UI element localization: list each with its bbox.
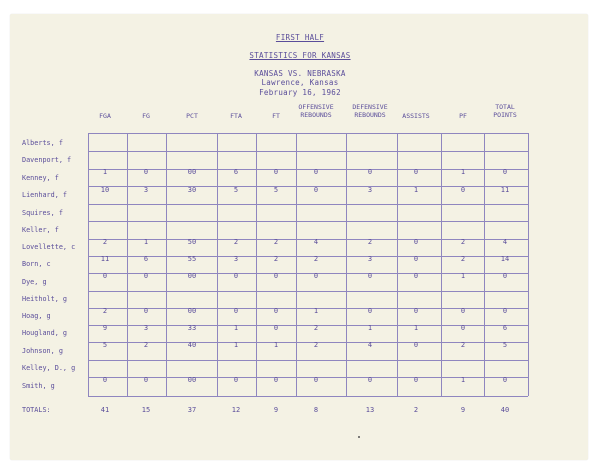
stat-cell: 1: [367, 324, 373, 332]
stat-cell: 5: [502, 341, 508, 349]
grid-vline: [441, 133, 442, 396]
stat-cell: 0: [313, 186, 319, 194]
stat-cell: 0: [413, 238, 419, 246]
player-name: Kelley, D., g: [22, 364, 76, 372]
stat-cell: 0: [233, 376, 239, 384]
grid-vline: [217, 133, 218, 396]
header-matchup: KANSAS VS. NEBRASKA: [254, 69, 346, 78]
stat-cell: 00: [187, 272, 197, 280]
stat-cell: 0: [460, 307, 466, 315]
stat-cell: 2: [143, 341, 149, 349]
stat-cell: 1: [143, 238, 149, 246]
player-name: Born, c: [22, 260, 51, 268]
column-header-9: TOTAL POINTS: [493, 103, 517, 119]
totals-cell: 41: [100, 406, 110, 414]
stat-cell: 1: [413, 186, 419, 194]
stat-cell: 2: [313, 324, 319, 332]
header-date: February 16, 1962: [259, 88, 341, 97]
stat-cell: 10: [100, 186, 110, 194]
stat-cell: 4: [313, 238, 319, 246]
stat-cell: 1: [413, 324, 419, 332]
grid-hline: [88, 396, 528, 397]
player-name: Johnson, g: [22, 347, 63, 355]
header-location: Lawrence, Kansas: [261, 78, 339, 87]
stat-cell: 6: [233, 168, 239, 176]
header-statistics-prefix: STATISTICS FOR: [249, 51, 322, 60]
stat-cell: 0: [102, 272, 108, 280]
stat-cell: 1: [460, 376, 466, 384]
stat-cell: 2: [460, 341, 466, 349]
stat-cell: 5: [233, 186, 239, 194]
stat-cell: 50: [187, 238, 197, 246]
stat-cell: 1: [273, 341, 279, 349]
stat-cell: 0: [367, 307, 373, 315]
stat-cell: 2: [102, 238, 108, 246]
stat-cell: 2: [460, 255, 466, 263]
totals-cell: 37: [187, 406, 197, 414]
stat-cell: 6: [502, 324, 508, 332]
stat-cell: 00: [187, 376, 197, 384]
player-name: Lienhard, f: [22, 191, 68, 199]
stat-cell: 0: [313, 272, 319, 280]
stat-cell: 2: [273, 255, 279, 263]
stat-cell: 1: [313, 307, 319, 315]
stat-cell: 5: [102, 341, 108, 349]
grid-hline: [88, 133, 528, 134]
stat-cell: 11: [100, 255, 110, 263]
grid-hline: [88, 291, 528, 292]
stat-cell: 0: [233, 307, 239, 315]
stat-cell: 1: [102, 168, 108, 176]
stat-cell: 0: [273, 272, 279, 280]
stat-cell: 3: [143, 186, 149, 194]
stat-cell: 0: [143, 376, 149, 384]
stat-cell: 00: [187, 168, 197, 176]
stat-cell: 0: [143, 307, 149, 315]
player-name: Lovellette, c: [22, 243, 76, 251]
stat-cell: 0: [143, 168, 149, 176]
stat-cell: 0: [502, 272, 508, 280]
stat-cell: 14: [500, 255, 510, 263]
player-name: Keller, f: [22, 226, 59, 234]
stat-cell: 0: [313, 168, 319, 176]
stat-cell: 6: [143, 255, 149, 263]
grid-hline: [88, 360, 528, 361]
grid-vline: [346, 133, 347, 396]
grid-hline: [88, 151, 528, 152]
stat-cell: 0: [273, 376, 279, 384]
stat-cell: 2: [273, 238, 279, 246]
stat-cell: 0: [367, 376, 373, 384]
player-name: Heitholt, g: [22, 295, 68, 303]
column-header-3: FTA: [230, 112, 242, 120]
column-header-2: PCT: [186, 112, 198, 120]
player-name: Alberts, f: [22, 139, 63, 147]
stat-cell: 2: [233, 238, 239, 246]
grid-hline: [88, 221, 528, 222]
stat-cell: 1: [460, 272, 466, 280]
grid-vline: [296, 133, 297, 396]
column-header-7: ASSISTS: [402, 112, 430, 120]
stray-ink-dot: [358, 436, 360, 438]
stat-cell: 4: [502, 238, 508, 246]
stat-cell: 3: [367, 186, 373, 194]
stat-cell: 55: [187, 255, 197, 263]
totals-cell: 12: [231, 406, 241, 414]
stat-cell: 0: [273, 307, 279, 315]
stat-cell: 2: [367, 238, 373, 246]
totals-cell: 9: [273, 406, 279, 414]
grid-vline: [166, 133, 167, 396]
grid-vline: [88, 133, 89, 396]
column-header-5: OFFENSIVE REBOUNDS: [298, 103, 334, 119]
stat-cell: 1: [460, 168, 466, 176]
stat-cell: 0: [273, 324, 279, 332]
stat-cell: 3: [367, 255, 373, 263]
player-name: Davenport, f: [22, 156, 72, 164]
stat-cell: 2: [102, 307, 108, 315]
header-first-half: FIRST HALF: [275, 33, 325, 42]
stat-cell: 0: [143, 272, 149, 280]
stat-cell: 0: [413, 341, 419, 349]
stat-cell: 0: [502, 376, 508, 384]
grid-hline: [88, 204, 528, 205]
column-header-0: FGA: [99, 112, 111, 120]
stat-cell: 2: [460, 238, 466, 246]
stat-cell: 0: [502, 307, 508, 315]
stat-cell: 40: [187, 341, 197, 349]
player-name: Kenney, f: [22, 174, 59, 182]
grid-vline: [528, 133, 529, 396]
stat-cell: 1: [233, 324, 239, 332]
grid-vline: [127, 133, 128, 396]
stat-cell: 0: [460, 324, 466, 332]
stat-cell: 0: [413, 307, 419, 315]
stat-cell: 0: [413, 255, 419, 263]
stat-cell: 0: [460, 186, 466, 194]
header-statistics-for: [0, 51, 600, 60]
stat-cell: 1: [233, 341, 239, 349]
totals-label: TOTALS:: [22, 406, 51, 414]
player-name: Dye, g: [22, 278, 47, 286]
stat-cell: 11: [500, 186, 510, 194]
stat-cell: 3: [143, 324, 149, 332]
stat-cell: 33: [187, 324, 197, 332]
grid-vline: [484, 133, 485, 396]
header-team-name: KANSAS: [321, 51, 351, 60]
stat-cell: 2: [313, 255, 319, 263]
stat-cell: 0: [502, 168, 508, 176]
totals-cell: 40: [500, 406, 510, 414]
player-name: Hoag, g: [22, 312, 51, 320]
column-header-6: DEFENSIVE REBOUNDS: [352, 103, 388, 119]
stat-cell: 0: [367, 272, 373, 280]
column-header-1: FG: [142, 112, 150, 120]
player-name: Smith, g: [22, 382, 55, 390]
totals-cell: 13: [365, 406, 375, 414]
stat-cell: 0: [413, 272, 419, 280]
stat-cell: 3: [233, 255, 239, 263]
stat-cell: 0: [413, 168, 419, 176]
stat-cell: 0: [233, 272, 239, 280]
stat-cell: 2: [313, 341, 319, 349]
totals-cell: 9: [460, 406, 466, 414]
totals-cell: 8: [313, 406, 319, 414]
stat-cell: 4: [367, 341, 373, 349]
stat-cell: 0: [273, 168, 279, 176]
stat-cell: 5: [273, 186, 279, 194]
player-name: Squires, f: [22, 209, 63, 217]
totals-cell: 15: [141, 406, 151, 414]
stat-cell: 9: [102, 324, 108, 332]
column-header-8: PF: [459, 112, 467, 120]
grid-vline: [397, 133, 398, 396]
stat-cell: 0: [413, 376, 419, 384]
stat-cell: 0: [102, 376, 108, 384]
stat-cell: 00: [187, 307, 197, 315]
stat-cell: 0: [313, 376, 319, 384]
column-header-4: FT: [272, 112, 280, 120]
stat-cell: 30: [187, 186, 197, 194]
player-name: Hougland, g: [22, 329, 68, 337]
stat-cell: 0: [367, 168, 373, 176]
grid-vline: [256, 133, 257, 396]
totals-cell: 2: [413, 406, 419, 414]
